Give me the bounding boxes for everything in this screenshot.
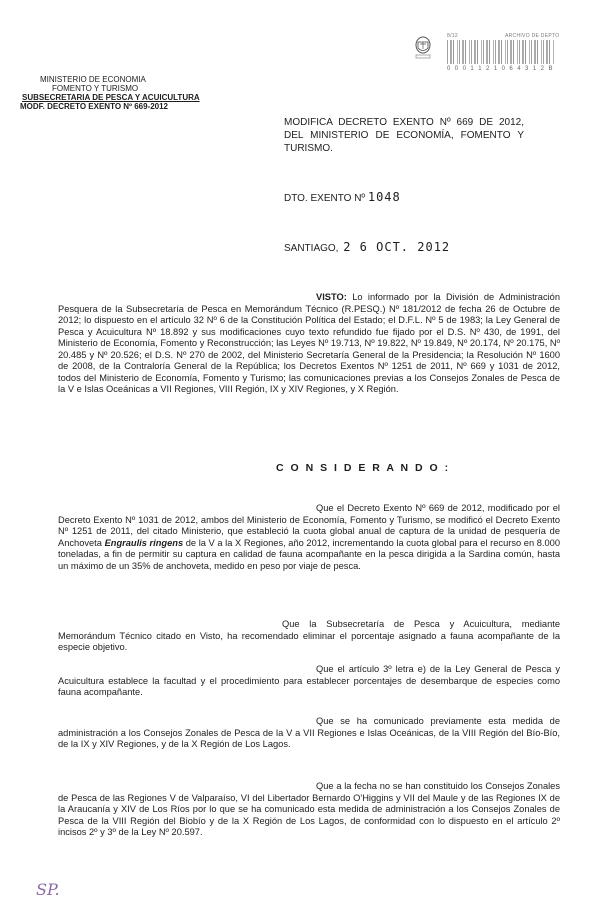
date-stamp: 2 6 OCT. 2012 xyxy=(343,240,451,254)
archive-mark-right: ARCHIVO DE DEPTO xyxy=(505,33,560,39)
barcode xyxy=(447,40,555,64)
p3-text: Que el artículo 3º letra e) de la Ley General de Pesca y Acuicultura establece la facultad y el procedimiento para establecer porcentajes de desembarque de especies como fauna acompañante. xyxy=(58,664,560,697)
decree-number-line xyxy=(284,190,401,204)
barcode-number: 0 0 0 1 1 2 1 0 6 4 3 1 2 B xyxy=(447,66,554,72)
place: SANTIAGO, xyxy=(284,243,339,254)
visto-label: VISTO: xyxy=(316,292,347,302)
coat-of-arms-icon xyxy=(410,34,436,60)
visto-paragraph xyxy=(58,292,560,396)
p4-text: Que se ha comunicado previamente esta medida de administración a los Consejos Zonales de Pesca de la V a VII Regiones e Islas Oceánicas, de la VIII Región del Bío-Bío, de la IX y XIV Regiones, y de la X Región de Los Lagos. xyxy=(58,716,560,749)
header-fomento: FOMENTO Y TURISMO xyxy=(52,84,139,93)
p5-text: Que a la fecha no se han constituido los Consejos Zonales de Pesca de las Regiones V de Valparaíso, VI del Libertador Bernardo O'Higgins y VII del Maule y de las Regiones IX de la Araucanía y XIV de Los Ríos por lo que se ha comunicado esta medida de administración a los Consejos Zonales de Pesca de la VIII Región del Biobío y de la X Región de Los Lagos, de conformidad con lo dispuesto en el artículo 2º incisos 2º y 3º de la Ley Nº 20.597. xyxy=(58,781,560,837)
header-decree-ref: MODF. DECRETO EXENTO Nº 669-2012 xyxy=(20,102,169,111)
place-date-line xyxy=(284,240,450,254)
handwritten-initials: SP. xyxy=(36,880,60,899)
species-name: Engraulis ringens xyxy=(104,537,184,548)
decree-subject: MODIFICA DECRETO EXENTO Nº 669 DE 2012, DEL MINISTERIO DE ECONOMÍA, FOMENTO Y TURISMO. xyxy=(284,117,524,154)
header-ministry: MINISTERIO DE ECONOMIA xyxy=(40,75,146,84)
header-subsecretaria: SUBSECRETARIA DE PESCA Y ACUICULTURA xyxy=(22,93,200,102)
p2-text: Que la Subsecretaría de Pesca y Acuicultura, mediante Memorándum Técnico citado en Visto, ha recomendado eliminar el porcentaje asignado a fauna acompañante de la especie objetivo. xyxy=(58,619,560,652)
considerando-paragraph-1 xyxy=(58,503,560,572)
considerando-paragraph-5 xyxy=(58,781,560,839)
considerando-paragraph-2 xyxy=(58,619,560,654)
considerando-title: C O N S I D E R A N D O : xyxy=(276,462,451,474)
p1-text-b: de la V a la X Regiones, año 2012, incrementando la cuota global para el recurso en 8.000 toneladas, a fin de permitir su captura en calidad de fauna acompañante en la pesca dirigida a la Sardina común, hasta un máximo de un 35% de anchoveta, medido en peso por viaje de pesca. xyxy=(58,537,560,571)
considerando-paragraph-3 xyxy=(58,664,560,699)
decree-number: 1048 xyxy=(367,190,401,204)
visto-text: Lo informado por la División de Administración Pesquera de la Subsecretaría de Pesca en Memorándum Técnico (R.PESQ.) Nº 181/2012 de fecha 26 de Octubre de 2012; lo dispuesto en el artículo 32 Nº 6 de la Constitución Política del Estado; el D.F.L. Nº 5 de 1983; la Ley General de Pesca y Acuicultura Nº 18.892 y sus modificaciones cuyo texto refundido fue fijado por el D.S. Nº 430, de 1991, del Ministerio de Economía, Fomento y Reconstrucción; las Leyes Nº 19.713, Nº 19.822, Nº 19.849, Nº 20.174, Nº 20.175, Nº 20.485 y Nº 20.526; el D.S. Nº 270 de 2002, del Ministerio Secretaría General de la Presidencia; la Resolución Nº 1600 de 2008, de la Contraloría General de la República; los Decretos Exentos Nº 1251 de 2011, Nº 669 y 1031 de 2012, todos del Ministerio de Economía, Fomento y Turismo; las comunicaciones previas a los Consejos Zonales de Pesca de la V e Islas Oceánicas a VII Regiones, VIII Región, IX y XIV Regiones, y X Región. xyxy=(58,292,560,394)
decree-number-label: DTO. EXENTO Nº xyxy=(284,193,366,204)
p1-text-a: Que el Decreto Exento Nº 669 de 2012, modificado por el Decreto Exento Nº 1031 de 2012, ambos del Ministerio de Economía, Fomento y Turismo, se modificó el Decreto Exento Nº 1251 de 2011, del citado Ministerio, que estableció la cuota global anual de captura de la unidad de pesquería de Anchoveta xyxy=(58,503,560,548)
considerando-paragraph-4 xyxy=(58,716,560,751)
archive-mark-left: 8/12 xyxy=(447,33,458,39)
ministry-header xyxy=(18,75,218,111)
